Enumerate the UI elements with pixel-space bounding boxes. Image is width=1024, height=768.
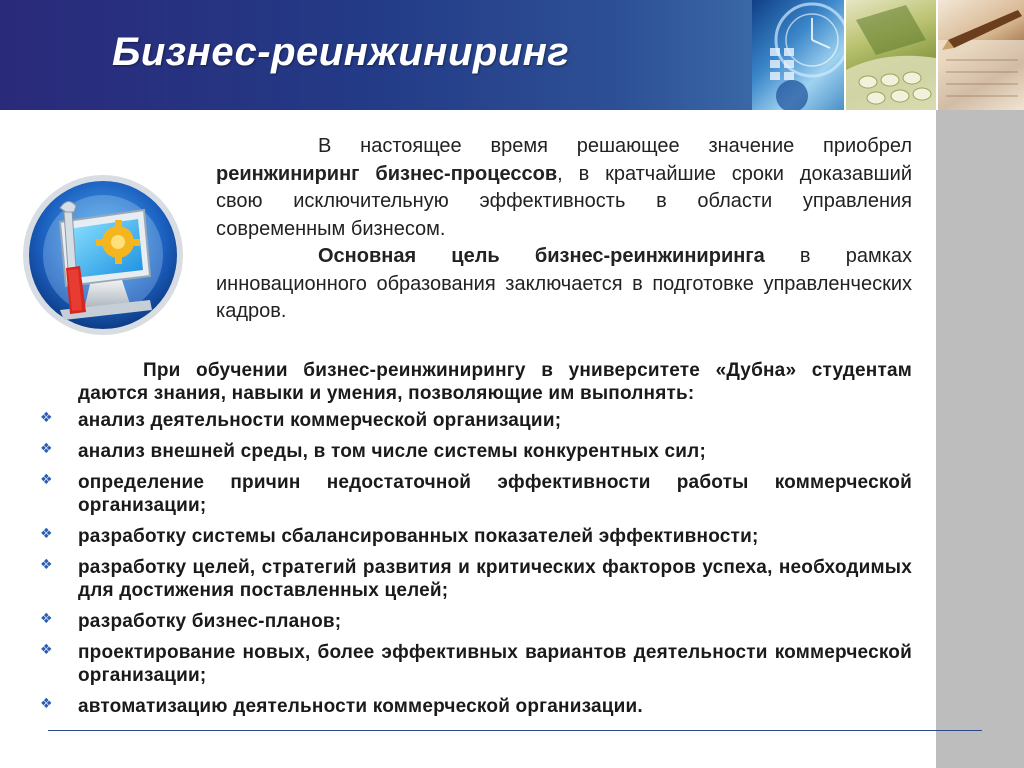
skills-section	[40, 359, 912, 726]
list-item	[40, 695, 912, 718]
list-item-text: разработку бизнес-планов;	[78, 611, 342, 632]
skills-list	[40, 409, 912, 718]
diamond-bullet-icon: ❖	[40, 471, 53, 487]
list-item-text: автоматизацию деятельности коммерческой организации.	[78, 696, 643, 717]
intro-paragraph-1	[216, 133, 912, 243]
diamond-bullet-icon: ❖	[40, 695, 53, 711]
list-item-text: определение причин недостаточной эффективности работы коммерческой организации;	[78, 472, 912, 516]
intro-text-span: в рамках инновационного образования заключается в подготовке управленческих кадров.	[216, 245, 912, 322]
diamond-bullet-icon: ❖	[40, 556, 53, 572]
intro-bold-term: реинжиниринг бизнес-процессов	[216, 162, 558, 185]
list-item	[40, 556, 912, 602]
diamond-bullet-icon: ❖	[40, 409, 53, 425]
list-item-text: проектирование новых, более эффективных вариантов деятельности коммерческой организации;	[78, 642, 912, 686]
skills-lead: При обучении бизнес-реинжинирингу в университете «Дубна» студентам даются знания, навыки и умения, позволяющие им выполнять:	[78, 360, 912, 404]
pen-photo	[938, 0, 1024, 110]
list-item	[40, 440, 912, 463]
intro-paragraph-2	[216, 243, 912, 326]
list-item-text: разработку целей, стратегий развития и критических факторов успеха, необходимых для достижения поставленных целей;	[78, 557, 912, 601]
title-banner	[0, 0, 1024, 110]
diamond-bullet-icon: ❖	[40, 525, 53, 541]
intro-text	[216, 133, 912, 326]
intro-bold-term: Основная цель бизнес-реинжиниринга	[318, 245, 765, 267]
list-item	[40, 471, 912, 517]
slide-title: Бизнес-реинжиниринг	[112, 30, 570, 74]
clock-calculator-photo	[752, 0, 844, 110]
bottom-divider	[48, 730, 982, 731]
list-item	[40, 409, 912, 432]
side-bar-decoration	[936, 110, 1024, 768]
list-item-text: анализ деятельности коммерческой организации;	[78, 410, 562, 431]
diamond-bullet-icon: ❖	[40, 440, 53, 456]
list-item-text: разработку системы сбалансированных показателей эффективности;	[78, 526, 759, 547]
list-item	[40, 525, 912, 548]
list-item	[40, 610, 912, 633]
intro-text-span: В настоящее время решающее значение приобрел	[318, 135, 912, 157]
list-item-text: анализ внешней среды, в том числе системы конкурентных сил;	[78, 441, 706, 462]
list-item	[40, 641, 912, 687]
calculator-photo	[846, 0, 936, 110]
computer-tools-icon	[20, 172, 190, 342]
intro-text-span: , в кратчайшие сроки доказавший свою исключительную эффективность в области управления современным бизнесом.	[216, 162, 912, 240]
diamond-bullet-icon: ❖	[40, 610, 53, 626]
diamond-bullet-icon: ❖	[40, 641, 53, 657]
